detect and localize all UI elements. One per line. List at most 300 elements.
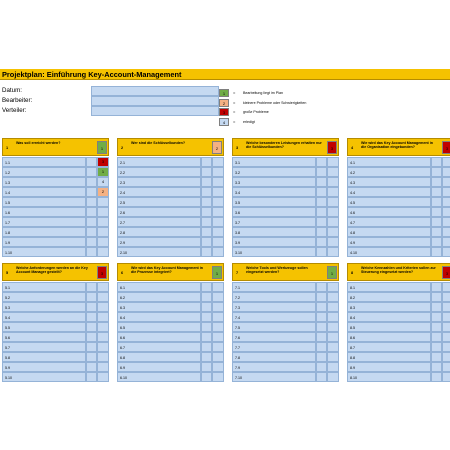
legend-swatch: 3 [219,108,229,116]
row-status-cell[interactable] [97,332,109,342]
row-number: 2.3 [120,181,125,185]
row-status-cell[interactable] [442,292,450,302]
row-status-cell[interactable] [327,207,339,217]
row-status-cell[interactable] [327,332,339,342]
task-cell[interactable] [232,312,316,322]
row-status-cell[interactable] [212,237,224,247]
row-status-cell[interactable] [442,157,450,167]
task-cell[interactable] [2,227,86,237]
row-status-cell[interactable] [212,372,224,382]
task-cell[interactable] [2,197,86,207]
row-status-cell[interactable] [212,247,224,257]
responsible-cell[interactable] [201,207,212,217]
row-status-cell[interactable] [97,197,109,207]
row-status-cell[interactable] [212,167,224,177]
responsible-cell[interactable] [86,217,97,227]
task-cell[interactable] [232,282,316,292]
task-cell[interactable] [117,352,201,362]
responsible-cell[interactable] [201,227,212,237]
row-status-cell[interactable] [327,282,339,292]
task-cell[interactable] [117,372,201,382]
row-number: 1.9 [5,241,10,245]
responsible-cell[interactable] [431,157,442,167]
status-badge[interactable]: 1 [212,266,222,279]
task-cell[interactable] [347,332,431,342]
row-status-cell[interactable] [327,157,339,167]
row-status-cell[interactable] [327,322,339,332]
row-status-cell[interactable] [97,312,109,322]
responsible-cell[interactable] [431,197,442,207]
row-status-cell[interactable] [212,362,224,372]
task-cell[interactable] [2,292,86,302]
responsible-cell[interactable] [431,322,442,332]
row-status-cell[interactable] [442,197,450,207]
responsible-cell[interactable] [316,227,327,237]
task-cell[interactable] [347,237,431,247]
task-cell[interactable] [232,227,316,237]
status-badge[interactable]: 3 [442,141,450,154]
responsible-cell[interactable] [201,352,212,362]
row-status-cell[interactable] [327,292,339,302]
responsible-cell[interactable] [86,372,97,382]
status-badge[interactable]: 3 [442,266,450,279]
task-cell[interactable] [2,187,86,197]
responsible-cell[interactable] [86,292,97,302]
responsible-cell[interactable] [316,332,327,342]
row-status-cell[interactable] [442,167,450,177]
row-number: 3.4 [235,191,240,195]
block-number: 1 [6,146,9,150]
row-status-cell[interactable] [212,322,224,332]
responsible-cell[interactable] [316,207,327,217]
row-status-cell[interactable] [327,302,339,312]
responsible-cell[interactable] [86,352,97,362]
row-number: 2.1 [120,161,125,165]
task-cell[interactable] [347,312,431,322]
responsible-cell[interactable] [86,247,97,257]
task-cell[interactable] [232,177,316,187]
responsible-cell[interactable] [316,312,327,322]
responsible-cell[interactable] [316,372,327,382]
row-number: 4.4 [350,191,355,195]
row-number: 5.7 [5,346,10,350]
task-cell[interactable] [232,167,316,177]
row-status-cell[interactable] [327,177,339,187]
task-cell[interactable] [347,227,431,237]
table-row [232,342,339,352]
task-cell[interactable] [2,167,86,177]
row-status-cell[interactable] [212,197,224,207]
block-number: 5 [6,271,9,275]
responsible-cell[interactable] [86,282,97,292]
responsible-cell[interactable] [431,217,442,227]
responsible-cell[interactable] [316,167,327,177]
row-status-cell[interactable] [212,187,224,197]
row-status-cell[interactable]: 1 [97,167,109,177]
table-row [232,217,339,227]
task-cell[interactable] [232,292,316,302]
row-status-cell[interactable] [442,247,450,257]
responsible-cell[interactable] [431,207,442,217]
row-status-cell[interactable] [97,227,109,237]
task-cell[interactable] [2,177,86,187]
row-status-cell[interactable] [442,302,450,312]
table-row [117,362,224,372]
responsible-cell[interactable] [316,237,327,247]
task-cell[interactable] [347,282,431,292]
row-status-cell[interactable]: 2 [97,187,109,197]
block-rows [347,157,450,257]
task-cell[interactable] [2,372,86,382]
responsible-cell[interactable] [201,167,212,177]
task-cell[interactable] [2,217,86,227]
task-cell[interactable] [117,177,201,187]
legend-item [219,88,339,98]
row-status-cell[interactable] [442,312,450,322]
task-cell[interactable] [117,197,201,207]
table-row [117,322,224,332]
row-status-cell[interactable] [442,187,450,197]
row-number: 5.3 [5,306,10,310]
responsible-cell[interactable] [86,227,97,237]
task-cell[interactable] [232,187,316,197]
task-cell[interactable] [117,187,201,197]
task-cell[interactable] [232,342,316,352]
date-field[interactable] [91,86,219,96]
task-cell[interactable] [232,332,316,342]
row-status-cell[interactable] [97,352,109,362]
row-status-cell[interactable] [442,217,450,227]
responsible-cell[interactable] [431,282,442,292]
row-status-cell[interactable] [212,177,224,187]
task-cell[interactable] [2,342,86,352]
legend-text: Bearbeitung liegt im Plan [243,91,283,95]
responsible-cell[interactable] [201,342,212,352]
row-status-cell[interactable] [442,362,450,372]
task-cell[interactable] [347,352,431,362]
status-badge[interactable]: 3 [327,141,337,154]
row-number: 8.7 [350,346,355,350]
row-status-cell[interactable] [442,282,450,292]
row-status-cell[interactable] [212,217,224,227]
row-status-cell[interactable] [212,292,224,302]
responsible-cell[interactable] [201,157,212,167]
responsible-cell[interactable] [201,312,212,322]
row-status-cell[interactable] [442,207,450,217]
block-question: Welche Anforderungen werden an die Key Account Manager gestellt? [16,266,88,275]
responsible-cell[interactable] [86,207,97,217]
responsible-cell[interactable] [316,187,327,197]
row-status-cell[interactable] [97,247,109,257]
task-cell[interactable] [2,282,86,292]
task-cell[interactable] [232,302,316,312]
responsible-cell[interactable] [431,247,442,257]
row-status-cell[interactable] [212,157,224,167]
task-cell[interactable] [117,322,201,332]
task-cell[interactable] [117,227,201,237]
responsible-cell[interactable] [431,302,442,312]
responsible-cell[interactable] [86,237,97,247]
task-cell[interactable] [117,247,201,257]
responsible-cell[interactable] [201,372,212,382]
table-row [347,372,450,382]
block-header [2,263,109,281]
task-cell[interactable] [2,322,86,332]
responsible-cell[interactable] [431,372,442,382]
responsible-cell[interactable] [431,352,442,362]
block-number: 3 [236,146,239,150]
row-status-cell[interactable] [327,237,339,247]
task-cell[interactable] [2,302,86,312]
row-status-cell[interactable] [97,237,109,247]
responsible-cell[interactable] [316,197,327,207]
responsible-cell[interactable] [316,362,327,372]
table-row [232,197,339,207]
responsible-cell[interactable] [201,362,212,372]
row-status-cell[interactable] [442,332,450,342]
task-cell[interactable] [117,167,201,177]
row-number: 3.5 [235,201,240,205]
distribution-field[interactable] [91,106,219,116]
row-number: 5.2 [5,296,10,300]
row-number: 7.7 [235,346,240,350]
row-status-cell[interactable] [212,352,224,362]
task-cell[interactable] [232,217,316,227]
task-cell[interactable] [347,302,431,312]
row-status-cell[interactable] [212,312,224,322]
row-status-cell[interactable] [442,237,450,247]
row-status-cell[interactable] [97,342,109,352]
responsible-cell[interactable] [431,237,442,247]
responsible-cell[interactable] [86,187,97,197]
task-cell[interactable] [117,362,201,372]
responsible-cell[interactable] [316,342,327,352]
row-number: 8.6 [350,336,355,340]
task-cell[interactable] [232,157,316,167]
table-row [2,332,109,342]
task-cell[interactable] [232,372,316,382]
responsible-cell[interactable] [431,312,442,322]
task-cell[interactable] [347,157,431,167]
row-status-cell[interactable] [327,312,339,322]
task-cell[interactable] [232,352,316,362]
responsible-cell[interactable] [86,157,97,167]
row-status-cell[interactable] [212,227,224,237]
task-cell[interactable] [347,217,431,227]
row-status-cell[interactable] [212,302,224,312]
responsible-cell[interactable] [201,217,212,227]
row-status-cell[interactable] [97,292,109,302]
task-cell[interactable] [2,332,86,342]
responsible-cell[interactable] [201,292,212,302]
row-status-cell[interactable] [327,247,339,257]
responsible-cell[interactable] [431,362,442,372]
table-row [232,292,339,302]
task-cell[interactable] [117,282,201,292]
row-status-cell[interactable] [442,177,450,187]
row-status-cell[interactable] [327,197,339,207]
row-status-cell[interactable]: 3 [97,157,109,167]
task-cell[interactable] [117,312,201,322]
block-question: Wie wird das Key Account Management in die Organisation eingebunden? [361,141,433,150]
responsible-cell[interactable] [86,322,97,332]
table-row [117,217,224,227]
responsible-cell[interactable] [316,302,327,312]
task-cell[interactable] [347,247,431,257]
row-status-cell[interactable] [327,167,339,177]
task-cell[interactable] [232,197,316,207]
task-cell[interactable] [347,207,431,217]
responsible-cell[interactable] [316,282,327,292]
status-badge[interactable]: 2 [212,141,222,154]
responsible-cell[interactable] [86,177,97,187]
task-cell[interactable] [117,332,201,342]
task-cell[interactable] [2,237,86,247]
responsible-cell[interactable] [86,197,97,207]
row-status-cell[interactable] [327,227,339,237]
table-row [347,362,450,372]
responsible-cell[interactable] [431,332,442,342]
row-status-cell[interactable] [327,342,339,352]
status-badge[interactable]: 3 [97,266,107,279]
row-number: 7.3 [235,306,240,310]
responsible-cell[interactable] [431,292,442,302]
responsible-cell[interactable] [316,322,327,332]
task-cell[interactable] [347,342,431,352]
responsible-cell[interactable] [316,177,327,187]
responsible-cell[interactable] [86,332,97,342]
responsible-cell[interactable] [86,302,97,312]
task-cell[interactable] [347,197,431,207]
task-cell[interactable] [117,302,201,312]
row-status-cell[interactable] [212,207,224,217]
row-status-cell[interactable] [327,362,339,372]
table-row [347,302,450,312]
task-cell[interactable] [347,167,431,177]
task-cell[interactable] [2,247,86,257]
task-cell[interactable] [347,292,431,302]
task-cell[interactable] [2,207,86,217]
responsible-cell[interactable] [201,247,212,257]
task-cell[interactable] [347,177,431,187]
row-number: 3.10 [235,251,242,255]
table-row [2,282,109,292]
row-status-cell[interactable] [212,332,224,342]
task-cell[interactable] [232,237,316,247]
row-status-cell[interactable] [327,217,339,227]
editor-field[interactable] [91,96,219,106]
row-number: 5.8 [5,356,10,360]
responsible-cell[interactable] [431,167,442,177]
responsible-cell[interactable] [86,342,97,352]
status-badge[interactable]: 1 [97,141,107,154]
responsible-cell[interactable] [316,217,327,227]
responsible-cell[interactable] [201,322,212,332]
responsible-cell[interactable] [86,362,97,372]
row-status-cell[interactable] [97,207,109,217]
task-cell[interactable] [232,322,316,332]
block-number: 4 [351,146,354,150]
block-rows [232,282,339,382]
row-number: 7.1 [235,286,240,290]
row-status-cell[interactable] [212,342,224,352]
task-cell[interactable] [347,187,431,197]
responsible-cell[interactable] [316,157,327,167]
task-cell[interactable] [117,342,201,352]
task-cell[interactable] [2,352,86,362]
row-status-cell[interactable] [442,342,450,352]
task-cell[interactable] [347,372,431,382]
task-cell[interactable] [232,362,316,372]
row-status-cell[interactable] [327,187,339,197]
responsible-cell[interactable] [431,187,442,197]
responsible-cell[interactable] [86,312,97,322]
row-status-cell[interactable] [442,227,450,237]
table-row [2,322,109,332]
responsible-cell[interactable] [431,342,442,352]
row-status-cell[interactable] [442,372,450,382]
task-cell[interactable] [2,157,86,167]
responsible-cell[interactable] [201,282,212,292]
table-row [347,227,450,237]
responsible-cell[interactable] [316,247,327,257]
row-number: 8.10 [350,376,357,380]
row-status-cell[interactable] [97,282,109,292]
task-cell[interactable] [2,362,86,372]
row-status-cell[interactable] [97,302,109,312]
status-badge[interactable]: 1 [327,266,337,279]
row-status-cell[interactable] [212,282,224,292]
block-header [2,138,109,156]
row-status-cell[interactable] [442,352,450,362]
responsible-cell[interactable] [201,187,212,197]
responsible-cell[interactable] [431,177,442,187]
legend-equals: = [233,118,236,124]
table-row [347,322,450,332]
responsible-cell[interactable] [201,177,212,187]
task-cell[interactable] [117,237,201,247]
responsible-cell[interactable] [201,332,212,342]
row-status-cell[interactable] [97,217,109,227]
row-status-cell[interactable]: 4 [97,177,109,187]
responsible-cell[interactable] [201,302,212,312]
responsible-cell[interactable] [431,227,442,237]
task-cell[interactable] [347,322,431,332]
row-number: 7.5 [235,326,240,330]
row-status-cell[interactable] [97,372,109,382]
task-cell[interactable] [117,157,201,167]
row-number: 8.3 [350,306,355,310]
row-status-cell[interactable] [327,372,339,382]
task-cell[interactable] [117,217,201,227]
row-status-cell[interactable] [327,352,339,362]
responsible-cell[interactable] [316,352,327,362]
task-cell[interactable] [347,362,431,372]
responsible-cell[interactable] [201,197,212,207]
row-status-cell[interactable] [97,362,109,372]
responsible-cell[interactable] [316,292,327,302]
task-cell[interactable] [117,207,201,217]
responsible-cell[interactable] [86,167,97,177]
task-cell[interactable] [117,292,201,302]
row-status-cell[interactable] [442,322,450,332]
responsible-cell[interactable] [201,237,212,247]
table-row [347,177,450,187]
task-cell[interactable] [2,312,86,322]
task-cell[interactable] [232,247,316,257]
task-cell[interactable] [232,207,316,217]
row-status-cell[interactable] [97,322,109,332]
